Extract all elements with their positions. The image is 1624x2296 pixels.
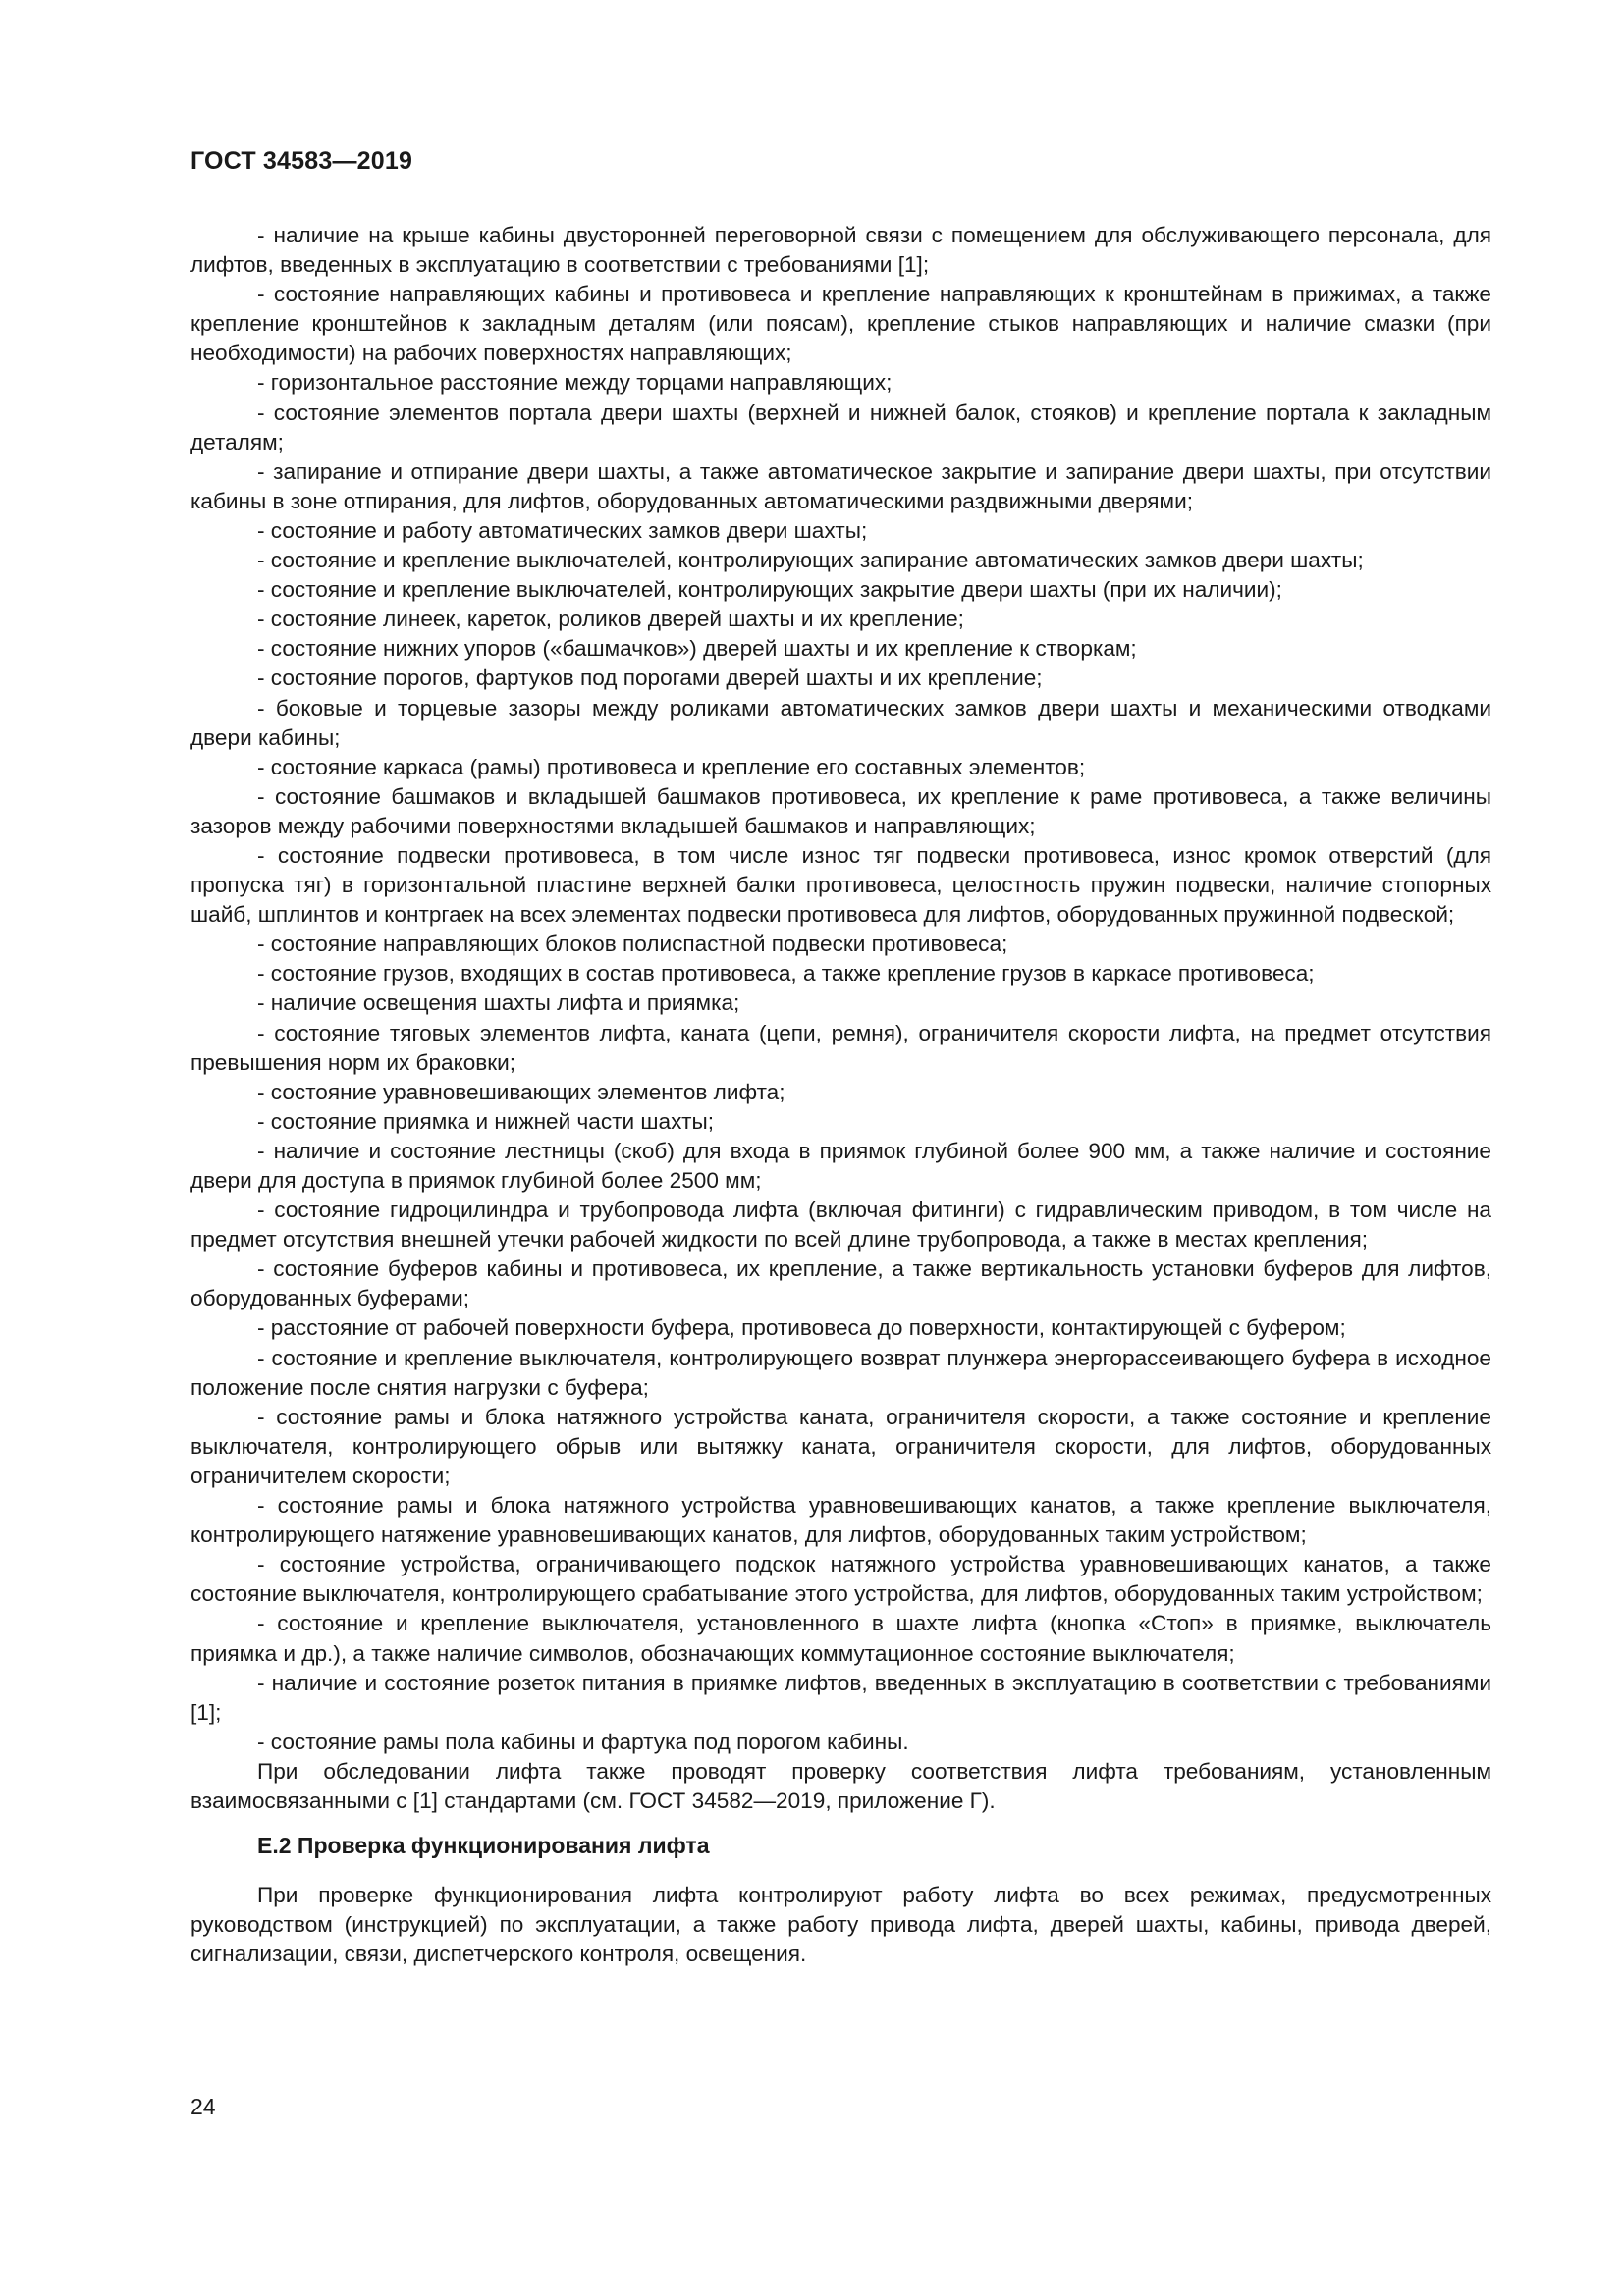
list-item: - состояние рамы пола кабины и фартука под порогом кабины. [257,1729,909,1754]
list-item: - состояние рамы и блока натяжного устройства каната, ограничителя скорости, а также состояние и крепление выключателя, контролирующего обрыв или вытяжку каната, ограничителя скорости, для лифтов, оборудованных ограничителем скорости; [190,1404,1491,1488]
list-item: - состояние тяговых элементов лифта, каната (цепи, ремня), ограничителя скорости лифта, на предмет отсутствия превышения норм их браковки; [190,1020,1491,1075]
list-item: - состояние направляющих блоков полиспастной подвески противовеса; [257,932,1008,957]
document-body [190,221,1491,1969]
list-item: - состояние буферов кабины и противовеса, их крепление, а также вертикальность установки буферов для лифтов, оборудованных буферами; [190,1256,1491,1311]
list-item: - расстояние от рабочей поверхности буфера, противовеса до поверхности, контактирующей с буфером; [257,1315,1346,1341]
list-item: - состояние башмаков и вкладышей башмаков противовеса, их крепление к раме противовеса, а также величины зазоров между рабочими поверхностями вкладышей башмаков и направляющих; [190,783,1491,838]
list-item: - состояние и крепление выключателей, контролирующих закрытие двери шахты (при их наличии); [257,577,1282,603]
list-item: - состояние элементов портала двери шахты (верхней и нижней балок, стояков) и крепление портала к закладным деталям; [190,400,1491,454]
section-paragraph: При проверке функционирования лифта контролируют работу лифта во всех режимах, предусмотренных руководством (инструкцией) по эксплуатации, а также работу привода лифта, дверей шахты, кабины, привода дверей, сигнализации, связи, диспетчерского контроля, освещения. [190,1883,1491,1967]
list-item: - состояние устройства, ограничивающего подскок натяжного устройства уравновешивающих канатов, а также состояние выключателя, контролирующего срабатывание этого устройства, для лифтов, оборудованных таким устройством; [190,1552,1491,1607]
list-item: - наличие и состояние розеток питания в приямке лифтов, введенных в эксплуатацию в соответствии с требованиями [1]; [190,1670,1491,1725]
list-item: - состояние и крепление выключателей, контролирующих запирание автоматических замков двери шахты; [257,548,1364,573]
list-item: - наличие освещения шахты лифта и приямка; [257,990,740,1016]
section-heading: Е.2 Проверка функционирования лифта [257,1833,710,1859]
list-item: - состояние и крепление выключателя, установленного в шахте лифта (кнопка «Стоп» в приямке, выключатель приямка и др.), а также наличие символов, обозначающих коммутационное состояние выключателя; [190,1611,1491,1666]
list-item: - состояние рамы и блока натяжного устройства уравновешивающих канатов, а также крепление выключателя, контролирующего натяжение уравновешивающих канатов, для лифтов, оборудованных таким устройством; [190,1493,1491,1548]
list-item: - состояние уравновешивающих элементов лифта; [257,1079,785,1104]
list-item: - состояние линеек, кареток, роликов дверей шахты и их крепление; [257,607,964,632]
closing-paragraph: При обследовании лифта также проводят проверку соответствия лифта требованиям, установленным взаимосвязанными с [1] стандартами (см. ГОСТ 34582—2019, приложение Г). [190,1758,1491,1813]
list-item: - боковые и торцевые зазоры между роликами автоматических замков двери шахты и механическими отводками двери кабины; [190,695,1491,750]
list-item: - состояние гидроцилиндра и трубопровода лифта (включая фитинги) с гидравлическим приводом, в том числе на предмет отсутствия внешней утечки рабочей жидкости по всей длине трубопровода, а также в местах крепления; [190,1198,1491,1253]
document-header-title: ГОСТ 34583—2019 [190,147,413,175]
list-item: - состояние подвески противовеса, в том числе износ тяг подвески противовеса, износ кромок отверстий (для пропуска тяг) в горизонтальной пластине верхней балки противовеса, целостность пружин подвески, наличие стопорных шайб, шплинтов и контргаек на всех элементах подвески противовеса для лифтов, оборудованных пружинной подвеской; [190,842,1491,928]
list-item: - состояние грузов, входящих в состав противовеса, а также крепление грузов в каркасе противовеса; [257,961,1315,987]
list-item: - наличие на крыше кабины двусторонней переговорной связи с помещением для обслуживающего персонала, для лифтов, введенных в эксплуатацию в соответствии с требованиями [1]; [190,223,1491,278]
list-item: - наличие и состояние лестницы (скоб) для входа в приямок глубиной более 900 мм, а также наличие и состояние двери для доступа в приямок глубиной более 2500 мм; [190,1138,1491,1193]
list-item: - состояние приямка и нижней части шахты; [257,1108,714,1134]
list-item: - состояние направляющих кабины и противовеса и крепление направляющих к кронштейнам в прижимах, а также крепление кронштейнов к закладным деталям (или поясам), крепление стыков направляющих и наличие смазки (при необходимости) на рабочих поверхностях направляющих; [190,282,1491,366]
list-item: - состояние порогов, фартуков под порогами дверей шахты и их крепление; [257,666,1043,691]
list-item: - состояние и работу автоматических замков двери шахты; [257,517,868,543]
list-item: - состояние нижних упоров («башмачков») дверей шахты и их крепление к створкам; [257,636,1137,662]
list-item: - запирание и отпирание двери шахты, а также автоматическое закрытие и запирание двери шахты, при отсутствии кабины в зоне отпирания, для лифтов, оборудованных автоматическими раздвижными дверями; [190,458,1491,513]
page-number: 24 [190,2094,216,2119]
list-item: - состояние каркаса (рамы) противовеса и крепление его составных элементов; [257,754,1086,779]
list-item: - горизонтальное расстояние между торцами направляющих; [257,370,893,396]
list-item: - состояние и крепление выключателя, контролирующего возврат плунжера энергорассеивающего буфера в исходное положение после снятия нагрузки с буфера; [190,1345,1491,1400]
